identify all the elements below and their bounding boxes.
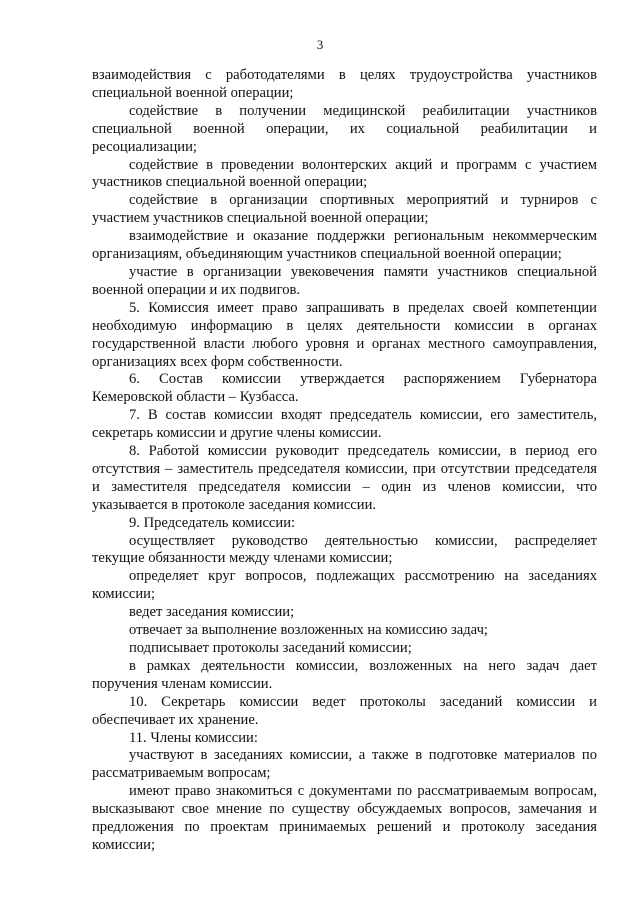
paragraph-item-10: 10. Секретарь комиссии ведет протоколы заседаний комиссии и обеспечивает их хранение.: [92, 693, 597, 728]
paragraph-item-11-heading: 11. Члены комиссии:: [129, 729, 258, 746]
paragraph-item-6: 6. Состав комиссии утверждается распоряжением Губернатора Кемеровской области – Кузбасса.: [92, 371, 597, 406]
paragraph-members-rights: имеют право знакомиться с документами по рассматриваемым вопросам, высказывают свое мнение по существу обсуждаемых вопросов, замечания и предложения по проектам принимаемых решений и протоколу заседания комиссии;: [92, 783, 597, 853]
paragraph-memory: участие в организации увековечения памяти участников специальной военной операции и их подвигов.: [92, 263, 597, 298]
paragraph-volunteer-actions: содействие в проведении волонтерских акций и программ с участием участников специальной военной операции;: [92, 156, 597, 191]
paragraph-sports-events: содействие в организации спортивных мероприятий и турниров с участием участников специальной военной операции;: [92, 192, 597, 227]
paragraph-chair-protocols: подписывает протоколы заседаний комиссии;: [129, 640, 412, 656]
paragraph-chair-agenda: определяет круг вопросов, подлежащих рассмотрению на заседаниях комиссии;: [92, 568, 597, 603]
paragraph-chair-leadership: осуществляет руководство деятельностью комиссии, распределяет текущие обязанности между членами комиссии;: [92, 532, 597, 567]
page-number: 3: [316, 37, 324, 52]
paragraph-item-9-heading: 9. Председатель комиссии:: [129, 514, 296, 531]
paragraph-chair-meetings: ведет заседания комиссии;: [129, 604, 295, 621]
paragraph-item-5: 5. Комиссия имеет право запрашивать в пределах своей компетенции необходимую информацию в целях деятельности комиссии в органах государственной власти любого уровня и органах местного самоуправления, организациях всех форм собственности.: [92, 299, 597, 370]
paragraph-nonprofit-support: взаимодействие и оказание поддержки региональным некоммерческим организациям, объединяющим участников специальной военной операции;: [92, 228, 597, 263]
document-body: [92, 67, 597, 855]
paragraph-chair-instructions: в рамках деятельности комиссии, возложенных на него задач дает поручения членам комиссии.: [92, 657, 597, 692]
paragraph-medical-rehabilitation: содействие в получении медицинской реабилитации участников специальной военной операции, их социальной реабилитации и ресоциализации;: [92, 102, 597, 155]
paragraph-chair-tasks: отвечает за выполнение возложенных на комиссию задач;: [129, 622, 488, 639]
paragraph-employment: взаимодействия с работодателями в целях трудоустройства участников специальной военной операции;: [92, 67, 597, 101]
paragraph-members-participation: участвуют в заседаниях комиссии, а также в подготовке материалов по рассматриваемым вопросам;: [92, 747, 597, 782]
paragraph-item-8: 8. Работой комиссии руководит председатель комиссии, в период его отсутствия – заместитель председателя комиссии, при отсутствии председателя и заместителя председателя комиссии – один из членов комиссии, что указывается в протоколе заседания комиссии.: [92, 443, 597, 513]
paragraph-item-7: 7. В состав комиссии входят председатель комиссии, его заместитель, секретарь комиссии и другие члены комиссии.: [92, 407, 597, 442]
